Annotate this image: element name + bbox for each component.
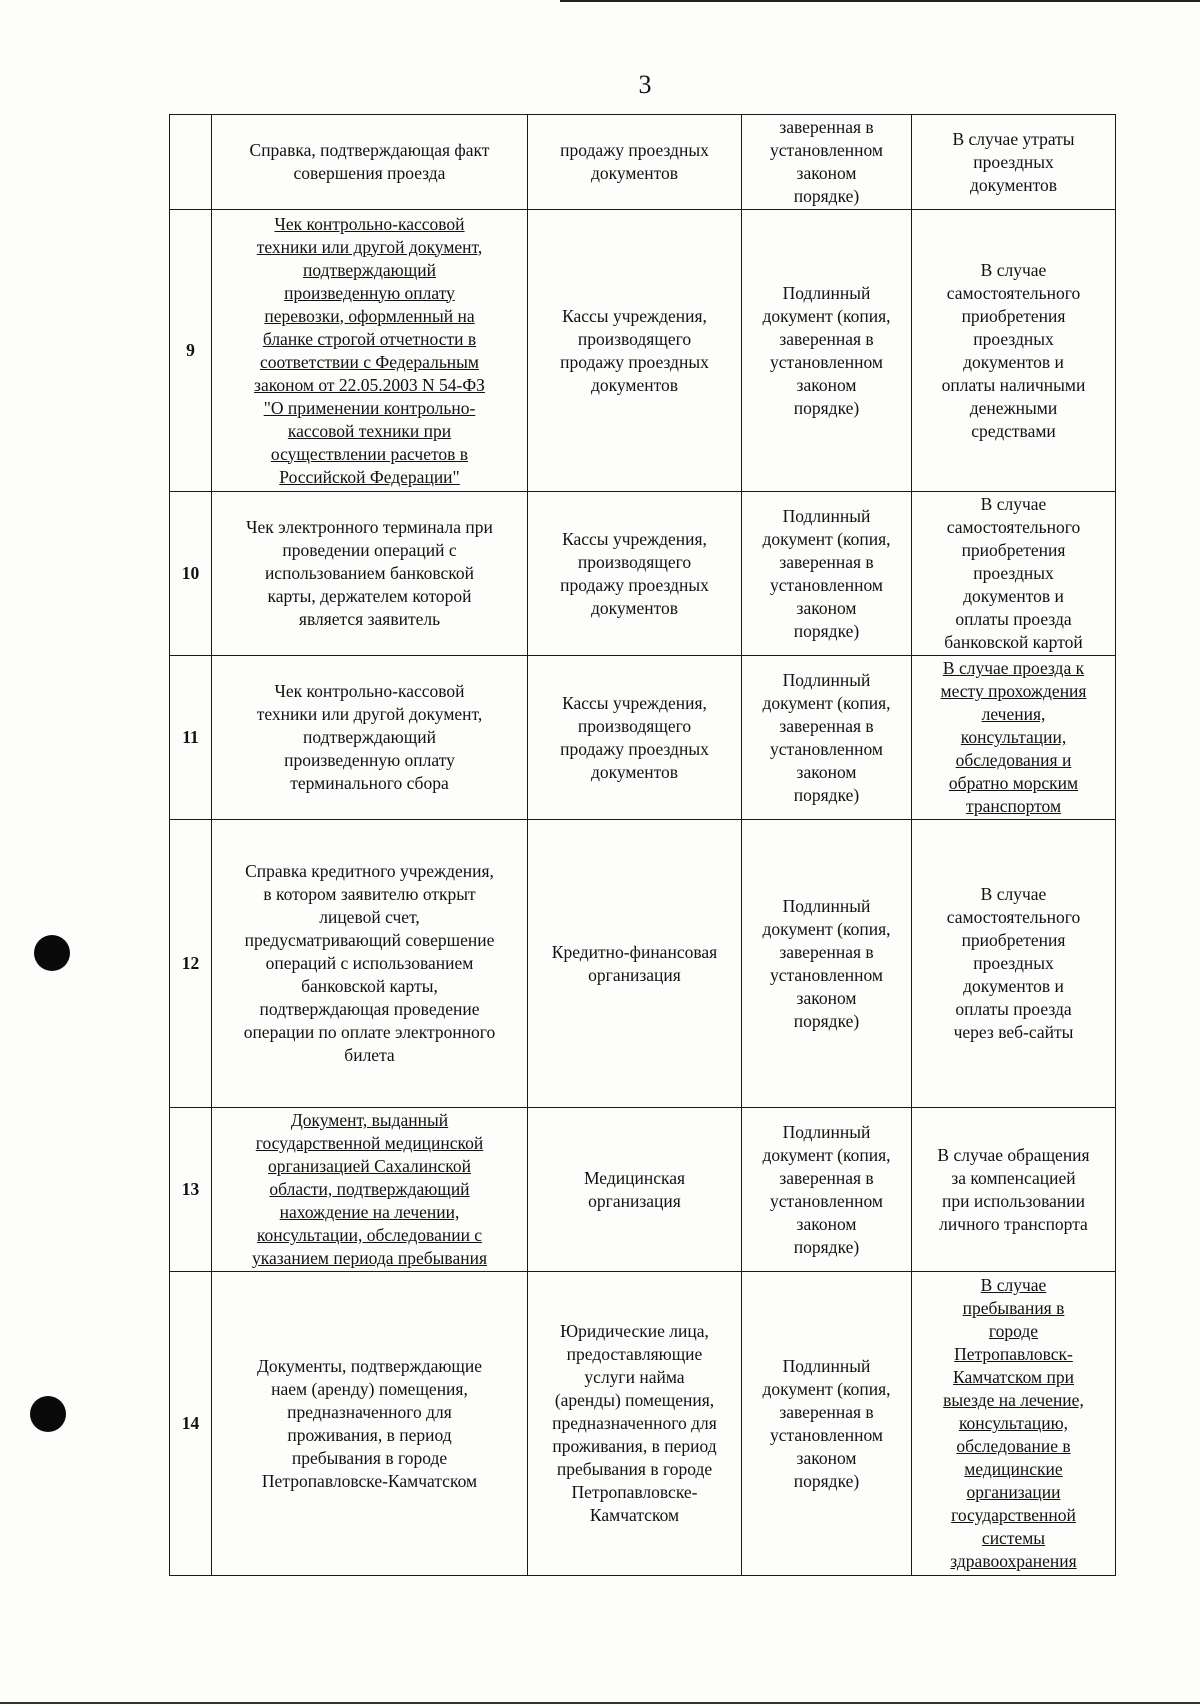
row-number: 11 [170, 656, 212, 820]
document-cell: Справка кредитного учреждения, в котором заявителю открыт лицевой счет, предусматривающий совершение операций с использованием банковской карты, подтверждающая проведение операции по оплате электронного билета [212, 820, 528, 1108]
issuer-cell: Кредитно-финансовая организация [528, 820, 742, 1108]
table-row [170, 1108, 1116, 1272]
form-cell: Подлинный документ (копия, заверенная в установленном законом порядке) [742, 1108, 912, 1272]
condition-cell: В случае проезда к месту прохождения лечения, консультации, обследования и обратно морским транспортом [912, 656, 1116, 820]
issuer-cell: продажу проездных документов [528, 115, 742, 210]
punch-hole [30, 1396, 66, 1432]
form-cell: Подлинный документ (копия, заверенная в установленном законом порядке) [742, 492, 912, 656]
row-number: 9 [170, 210, 212, 492]
form-cell: Подлинный документ (копия, заверенная в установленном законом порядке) [742, 210, 912, 492]
document-cell: Документы, подтверждающие наем (аренду) помещения, предназначенного для проживания, в период пребывания в городе Петропавловске-Камчатском [212, 1272, 528, 1576]
table-row [170, 820, 1116, 1108]
issuer-cell: Кассы учреждения, производящего продажу проездных документов [528, 492, 742, 656]
document-cell: Документ, выданный государственной медицинской организацией Сахалинской области, подтверждающий нахождение на лечении, консультации, обследовании с указанием периода пребывания [212, 1108, 528, 1272]
condition-cell: В случае пребывания в городе Петропавловск- Камчатском при выезде на лечение, консультацию, обследование в медицинские организации государственной системы здравоохранения [912, 1272, 1116, 1576]
row-number: 13 [170, 1108, 212, 1272]
page-number: 3 [638, 70, 652, 99]
document-cell: Чек электронного терминала при проведении операций с использованием банковской карты, держателем которой является заявитель [212, 492, 528, 656]
top-edge-rule [560, 0, 1200, 2]
document-cell: Справка, подтверждающая факт совершения проезда [212, 115, 528, 210]
condition-cell: В случае утраты проездных документов [912, 115, 1116, 210]
row-number [170, 115, 212, 210]
table-row [170, 1272, 1116, 1576]
bottom-edge-rule [0, 1702, 1200, 1704]
table-row [170, 492, 1116, 656]
condition-cell: В случае самостоятельного приобретения проездных документов и оплаты проезда через веб-сайты [912, 820, 1116, 1108]
form-cell: Подлинный документ (копия, заверенная в установленном законом порядке) [742, 1272, 912, 1576]
row-number: 14 [170, 1272, 212, 1576]
row-number: 12 [170, 820, 212, 1108]
punch-hole [34, 935, 70, 971]
row-number: 10 [170, 492, 212, 656]
issuer-cell: Кассы учреждения, производящего продажу проездных документов [528, 210, 742, 492]
issuer-cell: Медицинская организация [528, 1108, 742, 1272]
form-cell: Подлинный документ (копия, заверенная в установленном законом порядке) [742, 656, 912, 820]
document-cell: Чек контрольно-кассовой техники или другой документ, подтверждающий произведенную оплату терминального сбора [212, 656, 528, 820]
table-row [170, 210, 1116, 492]
issuer-cell: Юридические лица, предоставляющие услуги найма (аренды) помещения, предназначенного для проживания, в период пребывания в городе Петропавловске- Камчатском [528, 1272, 742, 1576]
condition-cell: В случае обращения за компенсацией при использовании личного транспорта [912, 1108, 1116, 1272]
issuer-cell: Кассы учреждения, производящего продажу проездных документов [528, 656, 742, 820]
table-row [170, 656, 1116, 820]
form-cell: Подлинный документ (копия, заверенная в установленном законом порядке) [742, 820, 912, 1108]
condition-cell: В случае самостоятельного приобретения проездных документов и оплаты наличными денежными средствами [912, 210, 1116, 492]
condition-cell: В случае самостоятельного приобретения проездных документов и оплаты проезда банковской картой [912, 492, 1116, 656]
table-row [170, 115, 1116, 210]
document-cell: Чек контрольно-кассовой техники или другой документ, подтверждающий произведенную оплату перевозки, оформленный на бланке строгой отчетности в соответствии с Федеральным законом от 22.05.2003 N 54-ФЗ "О применении контрольно- кассовой техники при осуществлении расчетов в Российской Федерации" [212, 210, 528, 492]
documents-table [169, 114, 1116, 1576]
form-cell: заверенная в установленном законом порядке) [742, 115, 912, 210]
